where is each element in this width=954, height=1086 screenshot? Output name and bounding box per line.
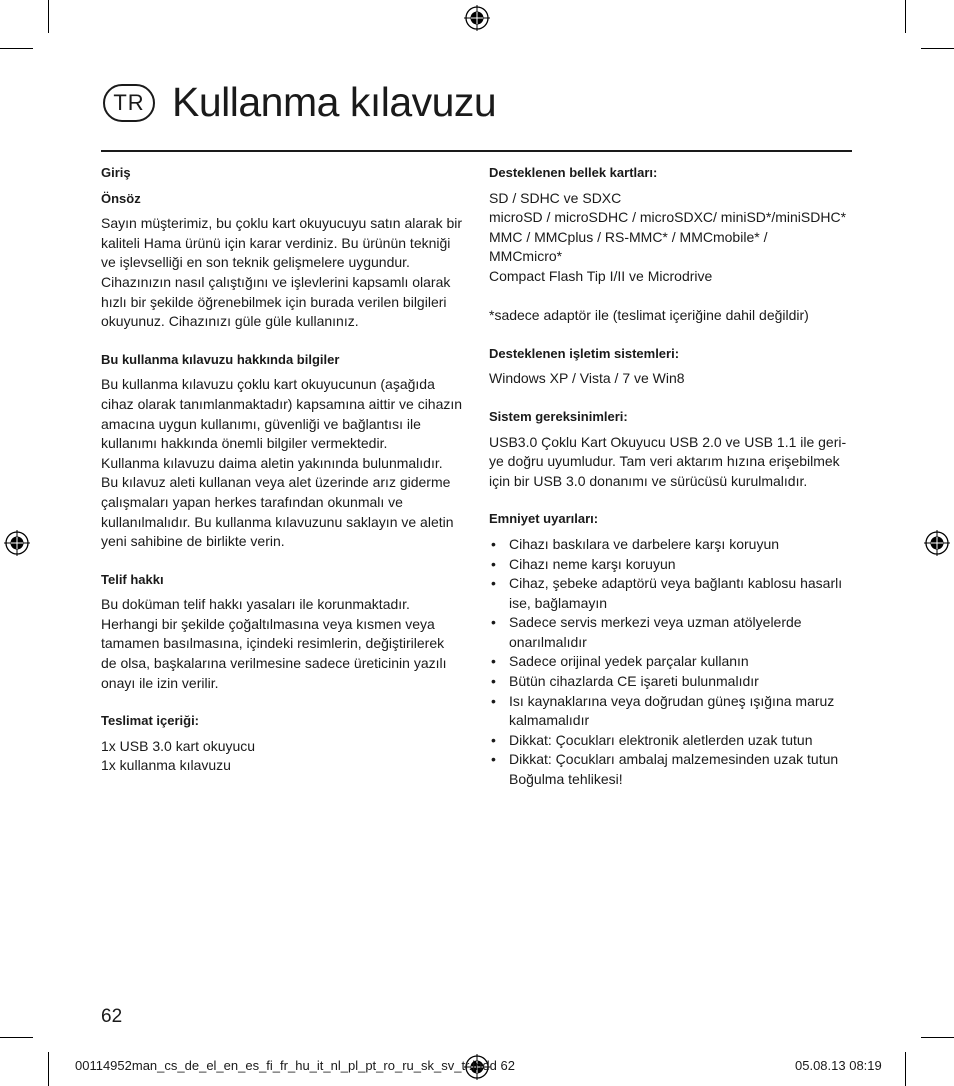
crop-mark: [48, 1052, 49, 1086]
bullet-icon: •: [491, 614, 496, 631]
list-item-text: Isı kaynaklarına veya doğrudan güneş ışığına maruz kalmamalıdır: [509, 692, 835, 729]
safety-list: [489, 535, 857, 790]
list-item-text: Sadece servis merkezi veya uzman atölyelerde onarılmalıdır: [509, 614, 802, 650]
list-item: [489, 613, 857, 652]
delivery-heading: Teslimat içeriği:: [101, 713, 200, 729]
bullet-icon: •: [491, 751, 496, 768]
list-item: [489, 535, 857, 555]
list-item-text: Cihaz, şebeke adaptörü veya bağlantı kablosu hasarlı ise, bağlamayın: [509, 575, 843, 611]
crop-mark: [905, 0, 906, 33]
header-rule: [101, 150, 852, 152]
language-badge: TR: [103, 84, 155, 122]
requirements-text: USB3.0 Çoklu Kart Okuyucu USB 2.0 ve USB 1.1 ile geri- ye doğru uyumludur. Tam veri aktarım hızına erişebilmek için bir USB 3.0 donanımı ve sürücüsü kurulmalıdır.: [489, 433, 847, 489]
bullet-icon: •: [491, 535, 496, 552]
registration-mark-icon: [464, 5, 490, 31]
list-item: [489, 574, 857, 613]
copyright-text: Bu doküman telif hakkı yasaları ile korunmaktadır. Herhangi bir şekilde çoğaltılmasına veya kısmen veya tamamen basılmasına, içindeki resimlerin, değiştirilerek de olsa, başkalarına verilmesine sadece üreticinin yazılı onayı ile izin verilir.: [101, 596, 447, 691]
list-item: [489, 672, 857, 692]
bullet-icon: •: [491, 575, 496, 592]
crop-mark: [0, 1037, 33, 1038]
list-item-text: Cihazı neme karşı koruyun: [509, 555, 676, 572]
list-item-text: Dikkat: Çocukları ambalaj malzemesinden uzak tutun Boğulma tehlikesi!: [509, 751, 839, 788]
list-item: [489, 692, 857, 731]
list-item-text: Bütün cihazlarda CE işareti bulunmalıdır: [509, 673, 759, 690]
about-heading: Bu kullanma kılavuzu hakkında bilgiler: [101, 351, 340, 367]
safety-heading: Emniyet uyarıları:: [489, 511, 599, 527]
left-column: [101, 163, 466, 776]
bullet-icon: •: [491, 673, 496, 690]
os-text: Windows XP / Vista / 7 ve Win8: [489, 370, 685, 387]
list-item-text: Dikkat: Çocukları elektronik aletlerden uzak tutun: [509, 731, 813, 748]
slug-timestamp: 05.08.13 08:19: [795, 1058, 882, 1073]
list-item: [489, 731, 857, 751]
copyright-heading: Telif hakkı: [101, 571, 164, 587]
registration-mark-icon: [4, 530, 30, 556]
list-item-text: Cihazı baskılara ve darbelere karşı koruyun: [509, 535, 780, 552]
crop-mark: [921, 48, 954, 49]
list-item: [489, 652, 857, 672]
foreword-heading: Önsöz: [101, 190, 141, 206]
requirements-heading: Sistem gereksinimleri:: [489, 408, 628, 424]
list-item-text: Sadece orijinal yedek parçalar kullanın: [509, 653, 749, 670]
intro-heading: Giriş: [101, 165, 131, 180]
bullet-icon: •: [491, 653, 496, 670]
list-item: [489, 555, 857, 575]
about-text: Bu kullanma kılavuzu çoklu kart okuyucunun (aşağıda cihaz olarak tanımlanmaktadır) kapsamına aittir ve cihazın amacına uygun kullanımı, güvenliği ve bağlantısı ile kullanımı hakkında önemli bilgiler vermektedir. Kullanma kılavuzu daima aletin yakınında bulunmalıdır. Bu kılavuz aleti kullanan veya alet üzerinde arız giderme çalışmaları yapan herkes tarafından okunmalı ve kullanılmalıdır. Bu kullanma kılavuzunu saklayın ve aletin yeni sahibine de birlikte verin.: [101, 376, 463, 550]
slug-filename: 00114952man_cs_de_el_en_es_fi_fr_hu_it_nl_pl_pt_ro_ru_sk_sv_tr.indd 62: [75, 1058, 515, 1073]
foreword-text: Sayın müşterimiz, bu çoklu kart okuyucuyu satın alarak bir kaliteli Hama ürünü için karar verdiniz. Bu ürünün tekniği ve işlevselliği en son teknik gelişmelere uygundur. Cihazınızın nasıl çalıştığını ve işlevlerini kapsamlı olarak hızlı bir şekilde öğrenebilmek için burada verilen bilgileri okuyunuz. Cihazınızı güle güle kullanınız.: [101, 215, 463, 330]
cards-text: SD / SDHC ve SDXC microSD / microSDHC / microSDXC/ miniSD*/miniSDHC* MMC / MMCplus / RS-MMC* / MMCmobile* / MMCmicro* Compact Flash Tip I/II ve Microdrive: [489, 189, 847, 284]
cards-heading: Desteklenen bellek kartları:: [489, 165, 658, 180]
crop-mark: [921, 1037, 954, 1038]
list-item: [489, 750, 857, 789]
delivery-text: 1x USB 3.0 kart okuyucu 1x kullanma kılavuzu: [101, 737, 256, 774]
registration-mark-icon: [924, 530, 950, 556]
crop-mark: [0, 48, 33, 49]
page-number: 62: [101, 1006, 123, 1027]
crop-mark: [48, 0, 49, 33]
page-title: Kullanma kılavuzu: [172, 79, 497, 125]
os-heading: Desteklenen işletim sistemleri:: [489, 345, 680, 361]
bullet-icon: •: [491, 692, 496, 709]
cards-note: *sadece adaptör ile (teslimat içeriğine dahil değildir): [489, 307, 809, 324]
right-column: [489, 163, 857, 790]
bullet-icon: •: [491, 731, 496, 748]
bullet-icon: •: [491, 555, 496, 572]
crop-mark: [905, 1052, 906, 1086]
